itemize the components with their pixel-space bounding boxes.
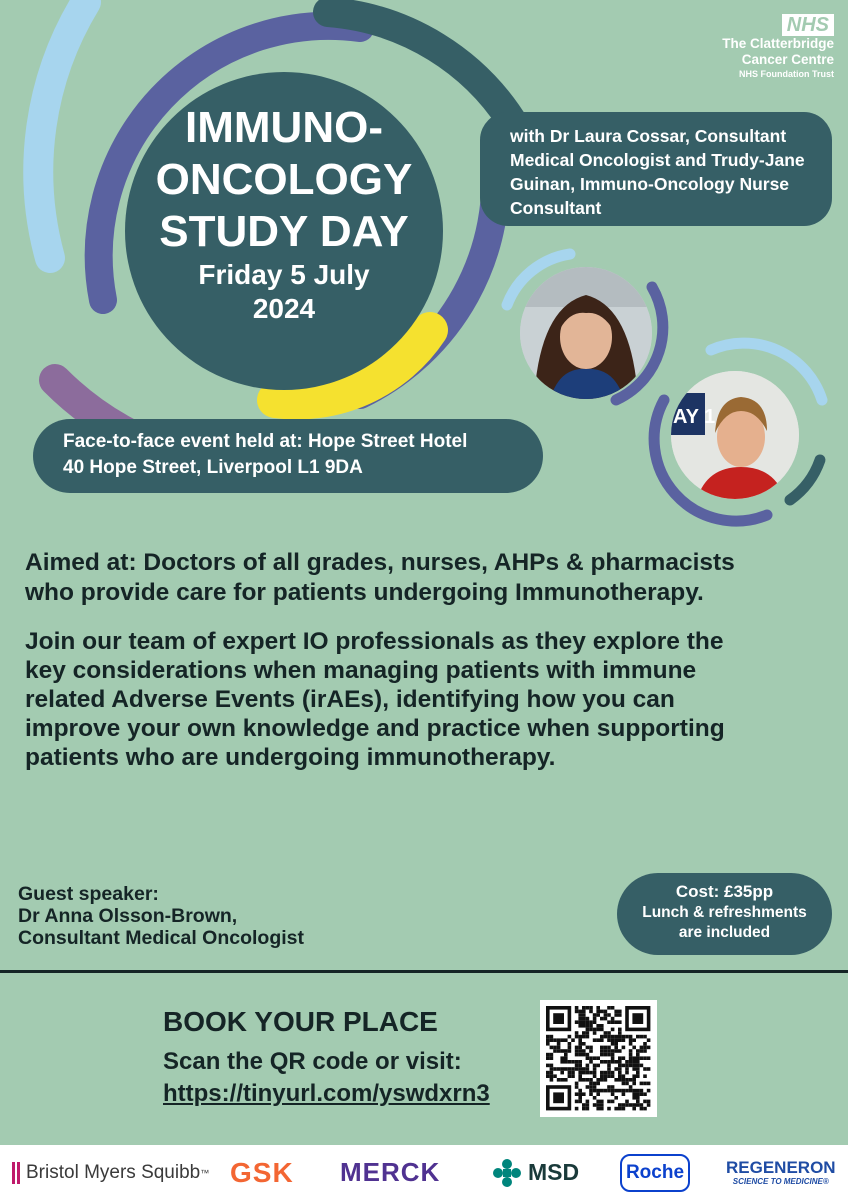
sponsor-roche-name: Roche [620,1154,690,1192]
sponsor-regeneron-tagline: SCIENCE TO MEDICINE® [732,1176,829,1186]
booking-scan-text: Scan the QR code or visit: [163,1048,462,1075]
event-date-line: Friday 5 July [198,259,370,290]
msd-icon [492,1158,522,1188]
sponsor-merck-logo [340,1145,440,1200]
section-divider [0,970,848,973]
description-line: related Adverse Events (irAEs), identifying how you can [25,686,675,713]
event-description [25,627,825,772]
description-line: improve your own knowledge and practice when supporting [25,715,725,742]
audience-line: Aimed at: Doctors of all grades, nurses, AHPs & pharmacists [25,549,735,576]
booking-link[interactable]: https://tinyurl.com/yswdxrn3 [163,1080,490,1107]
speaker-photo-trudy-jane [671,371,799,499]
sponsor-msd-logo [492,1145,579,1200]
cost-detail-line: are included [678,924,771,941]
speaker-portrait-1 [520,267,652,399]
event-title [125,102,443,258]
audience-text [25,548,825,608]
event-date-line: 2024 [252,293,316,324]
event-title-line: STUDY DAY [159,207,409,256]
sponsor-merck-name: MERCK [340,1157,441,1187]
guest-speaker [18,883,304,949]
venue-line: Face-to-face event held at: Hope Street Hotel [63,431,468,452]
nhs-org-line-2: Cancer Centre [741,52,834,67]
sponsor-bar [0,1145,848,1200]
cost-box [617,873,832,955]
sponsor-regeneron-logo [726,1145,836,1200]
description-line: patients who are undergoing immunotherapy. [25,744,556,771]
sponsor-gsk-name: GSK [230,1156,294,1188]
nhs-logo [722,14,834,80]
nhs-badge: NHS [782,14,834,36]
event-title-line: ONCOLOGY [155,155,413,204]
venue-box [33,419,543,493]
sponsor-bms-logo [12,1145,209,1200]
sponsor-msd-name: MSD [528,1159,580,1185]
speakers-text: with Dr Laura Cossar, Consultant Medical Oncologist and Trudy-Jane Guinan, Immuno-Oncology Nurse Consultant [510,126,805,218]
sponsor-roche-logo [620,1145,690,1200]
speakers-box [480,112,832,226]
event-title-circle [125,72,443,390]
booking-qr-code[interactable] [540,1000,657,1117]
guest-speaker-line: Consultant Medical Oncologist [18,927,305,949]
description-line: key considerations when managing patients with immune [25,657,697,684]
photo-sign-text: AY 1 [673,406,716,428]
event-date [125,258,443,326]
guest-speaker-line: Dr Anna Olsson-Brown, [18,905,238,927]
cost-title: Cost: £35pp [675,882,774,901]
sponsor-regeneron-name: REGENERON [726,1157,836,1177]
arc-light-blue [38,2,86,258]
sponsor-bms-name: Bristol Myers Squibb [26,1161,201,1183]
booking-title: BOOK YOUR PLACE [163,1006,438,1037]
event-title-line: IMMUNO- [185,103,383,152]
cost-detail-line: Lunch & refreshments [642,904,807,921]
audience-line: who provide care for patients undergoing Immunotherapy. [25,579,704,606]
speaker-photo-laura [520,267,652,399]
speaker-portrait-2 [671,371,799,499]
nhs-org-line-1: The Clatterbridge [722,36,834,51]
qr-code-graphic [540,1000,657,1117]
venue-line: 40 Hope Street, Liverpool L1 9DA [63,457,363,478]
arc-photo2-teal [790,460,820,500]
sponsor-gsk-logo [230,1145,294,1200]
guest-speaker-line: Guest speaker: [18,883,159,905]
nhs-org-line-3: NHS Foundation Trust [739,69,834,79]
bms-icon [12,1162,20,1184]
description-line: Join our team of expert IO professionals as they explore the [25,628,724,655]
sponsor-bms-tm: ™ [200,1167,210,1178]
